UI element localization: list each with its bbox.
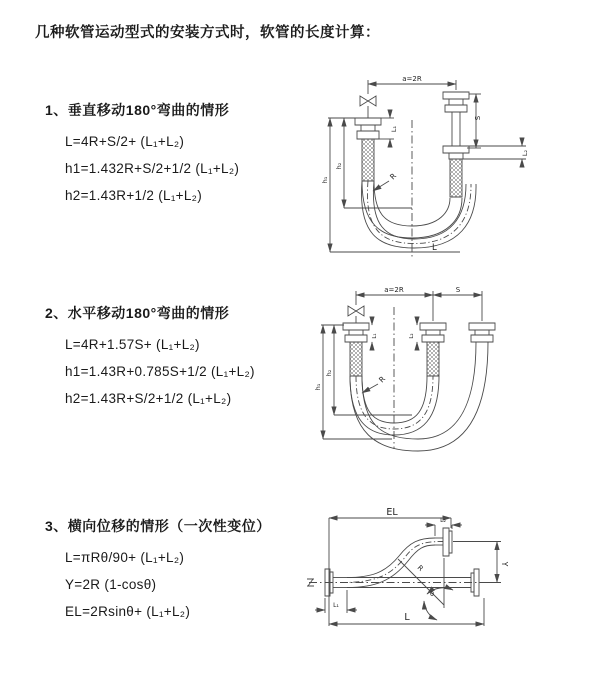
- dim-l2: [425, 525, 462, 536]
- right-fitting: [443, 92, 469, 197]
- radius-label: R: [415, 563, 425, 573]
- section-1-formulas: [65, 128, 239, 209]
- section-2-heading: 2、水平移动180°弯曲的情形: [45, 305, 230, 321]
- formula-h2: h2=1.43R+S/2+1/2 (L₁+L₂): [65, 391, 232, 406]
- dim-label-h2: h₂: [335, 162, 343, 170]
- radius-leader: [373, 181, 389, 191]
- formula-h1: h1=1.43R+0.785S+1/2 (L₁+L₂): [65, 364, 255, 379]
- formula-h2: h2=1.43R+1/2 (L₁+L₂): [65, 188, 203, 203]
- diagram-vertical-180-bend: [308, 68, 593, 263]
- radius-label: R: [388, 171, 399, 182]
- left-fitting: [355, 118, 381, 181]
- hose-s-curve: [341, 538, 443, 588]
- left-fitting: [343, 323, 369, 376]
- dim-y: [453, 542, 501, 583]
- formula-l: L=4R+S/2+ (L₁+L₂): [65, 134, 185, 149]
- formula-y: Y=2R (1-cosθ): [65, 577, 157, 592]
- length-label: L: [432, 243, 437, 253]
- right-fitting: [469, 323, 495, 342]
- braided-hose-section: [427, 342, 439, 376]
- braided-hose-section: [350, 342, 362, 376]
- radius-leader: [362, 384, 378, 393]
- angle-label: θ: [430, 590, 434, 598]
- braided-hose-section: [450, 159, 462, 197]
- dim-label-l1: L₁: [372, 333, 378, 339]
- section-1-heading: 1、垂直移动180°弯曲的情形: [45, 102, 230, 118]
- dim-label-y: Y: [500, 561, 509, 567]
- section-3-formulas: [65, 544, 271, 625]
- formula-l: L=πRθ/90+ (L₁+L₂): [65, 550, 185, 565]
- diagram-horizontal-180-bend: [308, 281, 593, 461]
- section-horizontal-180: [45, 303, 255, 412]
- formula-h1: h1=1.432R+S/2+1/2 (L₁+L₂): [65, 161, 240, 176]
- dim-label-l1: L₁: [333, 602, 339, 609]
- dim-label-h1: h₁: [314, 383, 322, 391]
- dim-s-l2: [463, 94, 526, 167]
- dim-label-l2: L₂: [521, 149, 529, 157]
- angle-construction: [398, 558, 453, 620]
- formula-el: EL=2Rsinθ+ (L₁+L₂): [65, 604, 191, 619]
- dim-label-a2r: a=2R: [384, 286, 404, 294]
- section-3-heading: 3、横向位移的情形（一次性变位）: [45, 518, 271, 534]
- upper-fitting: [435, 528, 452, 556]
- hose-u-position-1: [350, 376, 439, 435]
- dim-a2r-s: [356, 291, 482, 321]
- braided-hose-section: [362, 139, 374, 181]
- page-title: 几种软管运动型式的安装方式时，软管的长度计算：: [35, 25, 380, 41]
- dim-label-l1: L₁: [390, 125, 398, 133]
- middle-fitting: [420, 323, 446, 376]
- dim-label-a2r: a=2R: [402, 75, 422, 83]
- dim-label-l: L: [404, 612, 410, 623]
- dim-label-l2: L₂: [440, 517, 446, 524]
- section-2-formulas: [65, 331, 255, 412]
- dim-h1-h2: [328, 118, 412, 252]
- dim-label-s: S: [455, 286, 461, 294]
- section-vertical-180: [45, 100, 239, 209]
- hose-u-position-2: [350, 342, 488, 451]
- dim-label-s: S: [474, 115, 482, 121]
- diagram-lateral-displacement: [297, 498, 600, 678]
- dim-label-l2: L₂: [409, 333, 415, 339]
- dim-label-h1: h₁: [321, 176, 329, 184]
- valve-icon: [360, 96, 376, 118]
- dim-label-h2: h₂: [325, 369, 333, 377]
- formula-l: L=4R+1.57S+ (L₁+L₂): [65, 337, 200, 352]
- valve-icon: [348, 306, 364, 323]
- radius-label: R: [377, 374, 388, 385]
- dim-label-el: EL: [386, 507, 398, 518]
- section-lateral-displacement: [45, 516, 271, 625]
